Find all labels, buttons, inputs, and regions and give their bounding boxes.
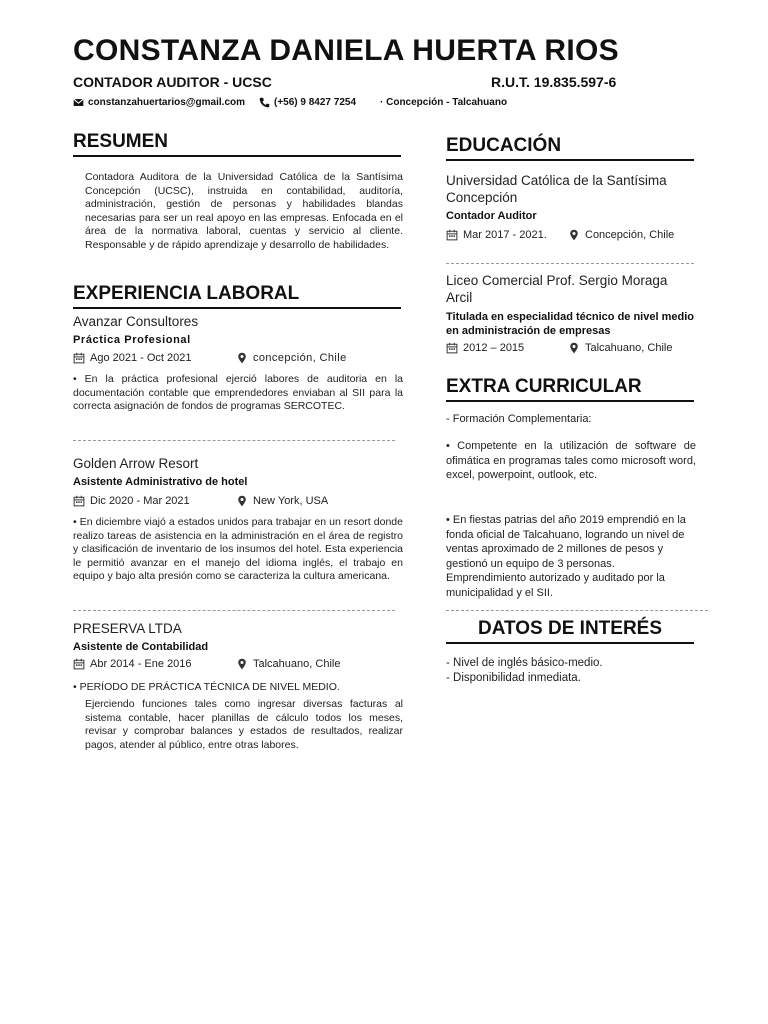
phone-icon xyxy=(259,97,270,108)
edu-place-text: Concepción, Chile xyxy=(585,229,675,241)
datos-line: - Nivel de inglés básico-medio. xyxy=(446,657,603,669)
map-pin-icon xyxy=(568,229,580,241)
job-date-text: Dic 2020 - Mar 2021 xyxy=(90,495,190,507)
job-place-text: New York, USA xyxy=(253,495,329,507)
envelope-icon xyxy=(73,97,84,108)
edu-institution: Liceo Comercial Prof. Sergio Moraga Arcil xyxy=(446,273,668,305)
contact-location xyxy=(380,97,507,108)
job-place xyxy=(236,658,340,670)
edu-date xyxy=(446,342,524,354)
job-description: • En la práctica profesional ejerció labores de auditoria en la documentación contable que emprendedores enviaban al SII para la correcta asignación de fondos de programas SERCOTEC. xyxy=(73,373,403,412)
location-text: · Concepción - Talcahuano xyxy=(380,97,508,108)
job-date xyxy=(73,495,190,507)
extra-heading: EXTRA CURRICULAR xyxy=(446,376,694,402)
calendar-icon xyxy=(73,658,85,670)
job-date xyxy=(73,658,192,670)
divider xyxy=(446,263,694,264)
map-pin-icon xyxy=(568,342,580,354)
extra-intro: - Formación Complementaria: xyxy=(446,413,592,425)
calendar-icon xyxy=(73,352,85,364)
job-date xyxy=(73,352,192,364)
job-description: • En diciembre viajó a estados unidos para trabajar en un resort donde realizo tareas de asistencia en la administración en el área de registro y clasificación de inventario de los insumos del hotel. Esta experiencia le permitió avanzar en el manejo del idioma inglés, el trabajo en equipo y bajo alta presión como se caracteriza la cultura americana. xyxy=(73,516,403,582)
candidate-name: CONSTANZA DANIELA HUERTA RIOS xyxy=(73,34,619,67)
datos-line: - Disponibilidad inmediata. xyxy=(446,672,581,684)
job-org: PRESERVA LTDA xyxy=(73,621,182,636)
job-place-text: Talcahuano, Chile xyxy=(253,658,341,670)
edu-place xyxy=(568,229,674,241)
map-pin-icon xyxy=(236,495,248,507)
email-text: constanzahuertarios@gmail.com xyxy=(88,97,246,108)
contact-email xyxy=(73,97,245,108)
job-org: Avanzar Consultores xyxy=(73,314,199,329)
edu-date-text: 2012 – 2015 xyxy=(463,342,525,354)
rut-number: R.U.T. 19.835.597-6 xyxy=(491,74,617,90)
edu-degree: Titulada en especialidad técnico de nivel medio en administración de empresas xyxy=(446,311,694,337)
divider xyxy=(446,610,708,611)
resumen-text: Contadora Auditora de la Universidad Católica de la Santísima Concepción (UCSC), instruida en contabilidad, auditoría, administración, gestión de personas y habilidades blandas necesarias para ser un real apoyo en las empresas. Enfocada en el área de la normativa laboral, cuentas y servicio al cliente. Responsable y de rápido aprendizaje y desarrollo de habilidades. xyxy=(85,171,403,251)
job-role: Práctica Profesional xyxy=(73,334,191,346)
edu-place-text: Talcahuano, Chile xyxy=(585,342,673,354)
divider xyxy=(73,440,395,441)
resumen-heading: RESUMEN xyxy=(73,131,401,157)
job-place-text: concepción, Chile xyxy=(253,352,347,364)
edu-date-text: Mar 2017 - 2021. xyxy=(463,229,547,241)
edu-institution: Universidad Católica de la Santísima Concepción xyxy=(446,173,667,205)
calendar-icon xyxy=(446,229,458,241)
datos-heading: DATOS DE INTERÉS xyxy=(446,618,694,644)
contact-phone xyxy=(259,97,356,108)
map-pin-icon xyxy=(236,352,248,364)
job-org: Golden Arrow Resort xyxy=(73,456,199,471)
job-description-extra: Ejerciendo funciones tales como ingresar diversas facturas al sistema contable, hacer planillas de cálculo todos los meses, revisar y comprobar balances y estados de resultados, realizar pagos, atender al público, entre otras labores. xyxy=(85,698,403,751)
job-date-text: Ago 2021 - Oct 2021 xyxy=(90,352,192,364)
professional-title: CONTADOR AUDITOR - UCSC xyxy=(73,74,272,90)
job-place xyxy=(236,352,347,364)
edu-place xyxy=(568,342,672,354)
calendar-icon xyxy=(446,342,458,354)
calendar-icon xyxy=(73,495,85,507)
edu-degree: Contador Auditor xyxy=(446,210,537,222)
job-place xyxy=(236,495,328,507)
experiencia-heading: EXPERIENCIA LABORAL xyxy=(73,283,401,309)
educacion-heading: EDUCACIÓN xyxy=(446,135,694,161)
job-role: Asistente Administrativo de hotel xyxy=(73,476,248,488)
job-role: Asistente de Contabilidad xyxy=(73,641,209,653)
phone-text: (+56) 9 8427 7254 xyxy=(274,97,357,108)
divider xyxy=(73,610,395,611)
map-pin-icon xyxy=(236,658,248,670)
edu-date xyxy=(446,229,547,241)
job-description: • PERÍODO DE PRÁCTICA TÉCNICA DE NIVEL MEDIO. xyxy=(73,681,340,693)
job-date-text: Abr 2014 - Ene 2016 xyxy=(90,658,192,670)
extra-paragraph: • En fiestas patrias del año 2019 emprendió en la fonda oficial de Talcahuano, logrando un nivel de ventas aproximado de 2 millones de pesos y gestionó un equipo de 3 personas. Emprendimiento autorizado y auditado por la municipalidad y el SII. xyxy=(446,514,686,599)
extra-paragraph: • Competente en la utilización de software de ofimática en programas tales como microsoft word, excel, powerpoint, outlook, etc. xyxy=(446,440,696,481)
